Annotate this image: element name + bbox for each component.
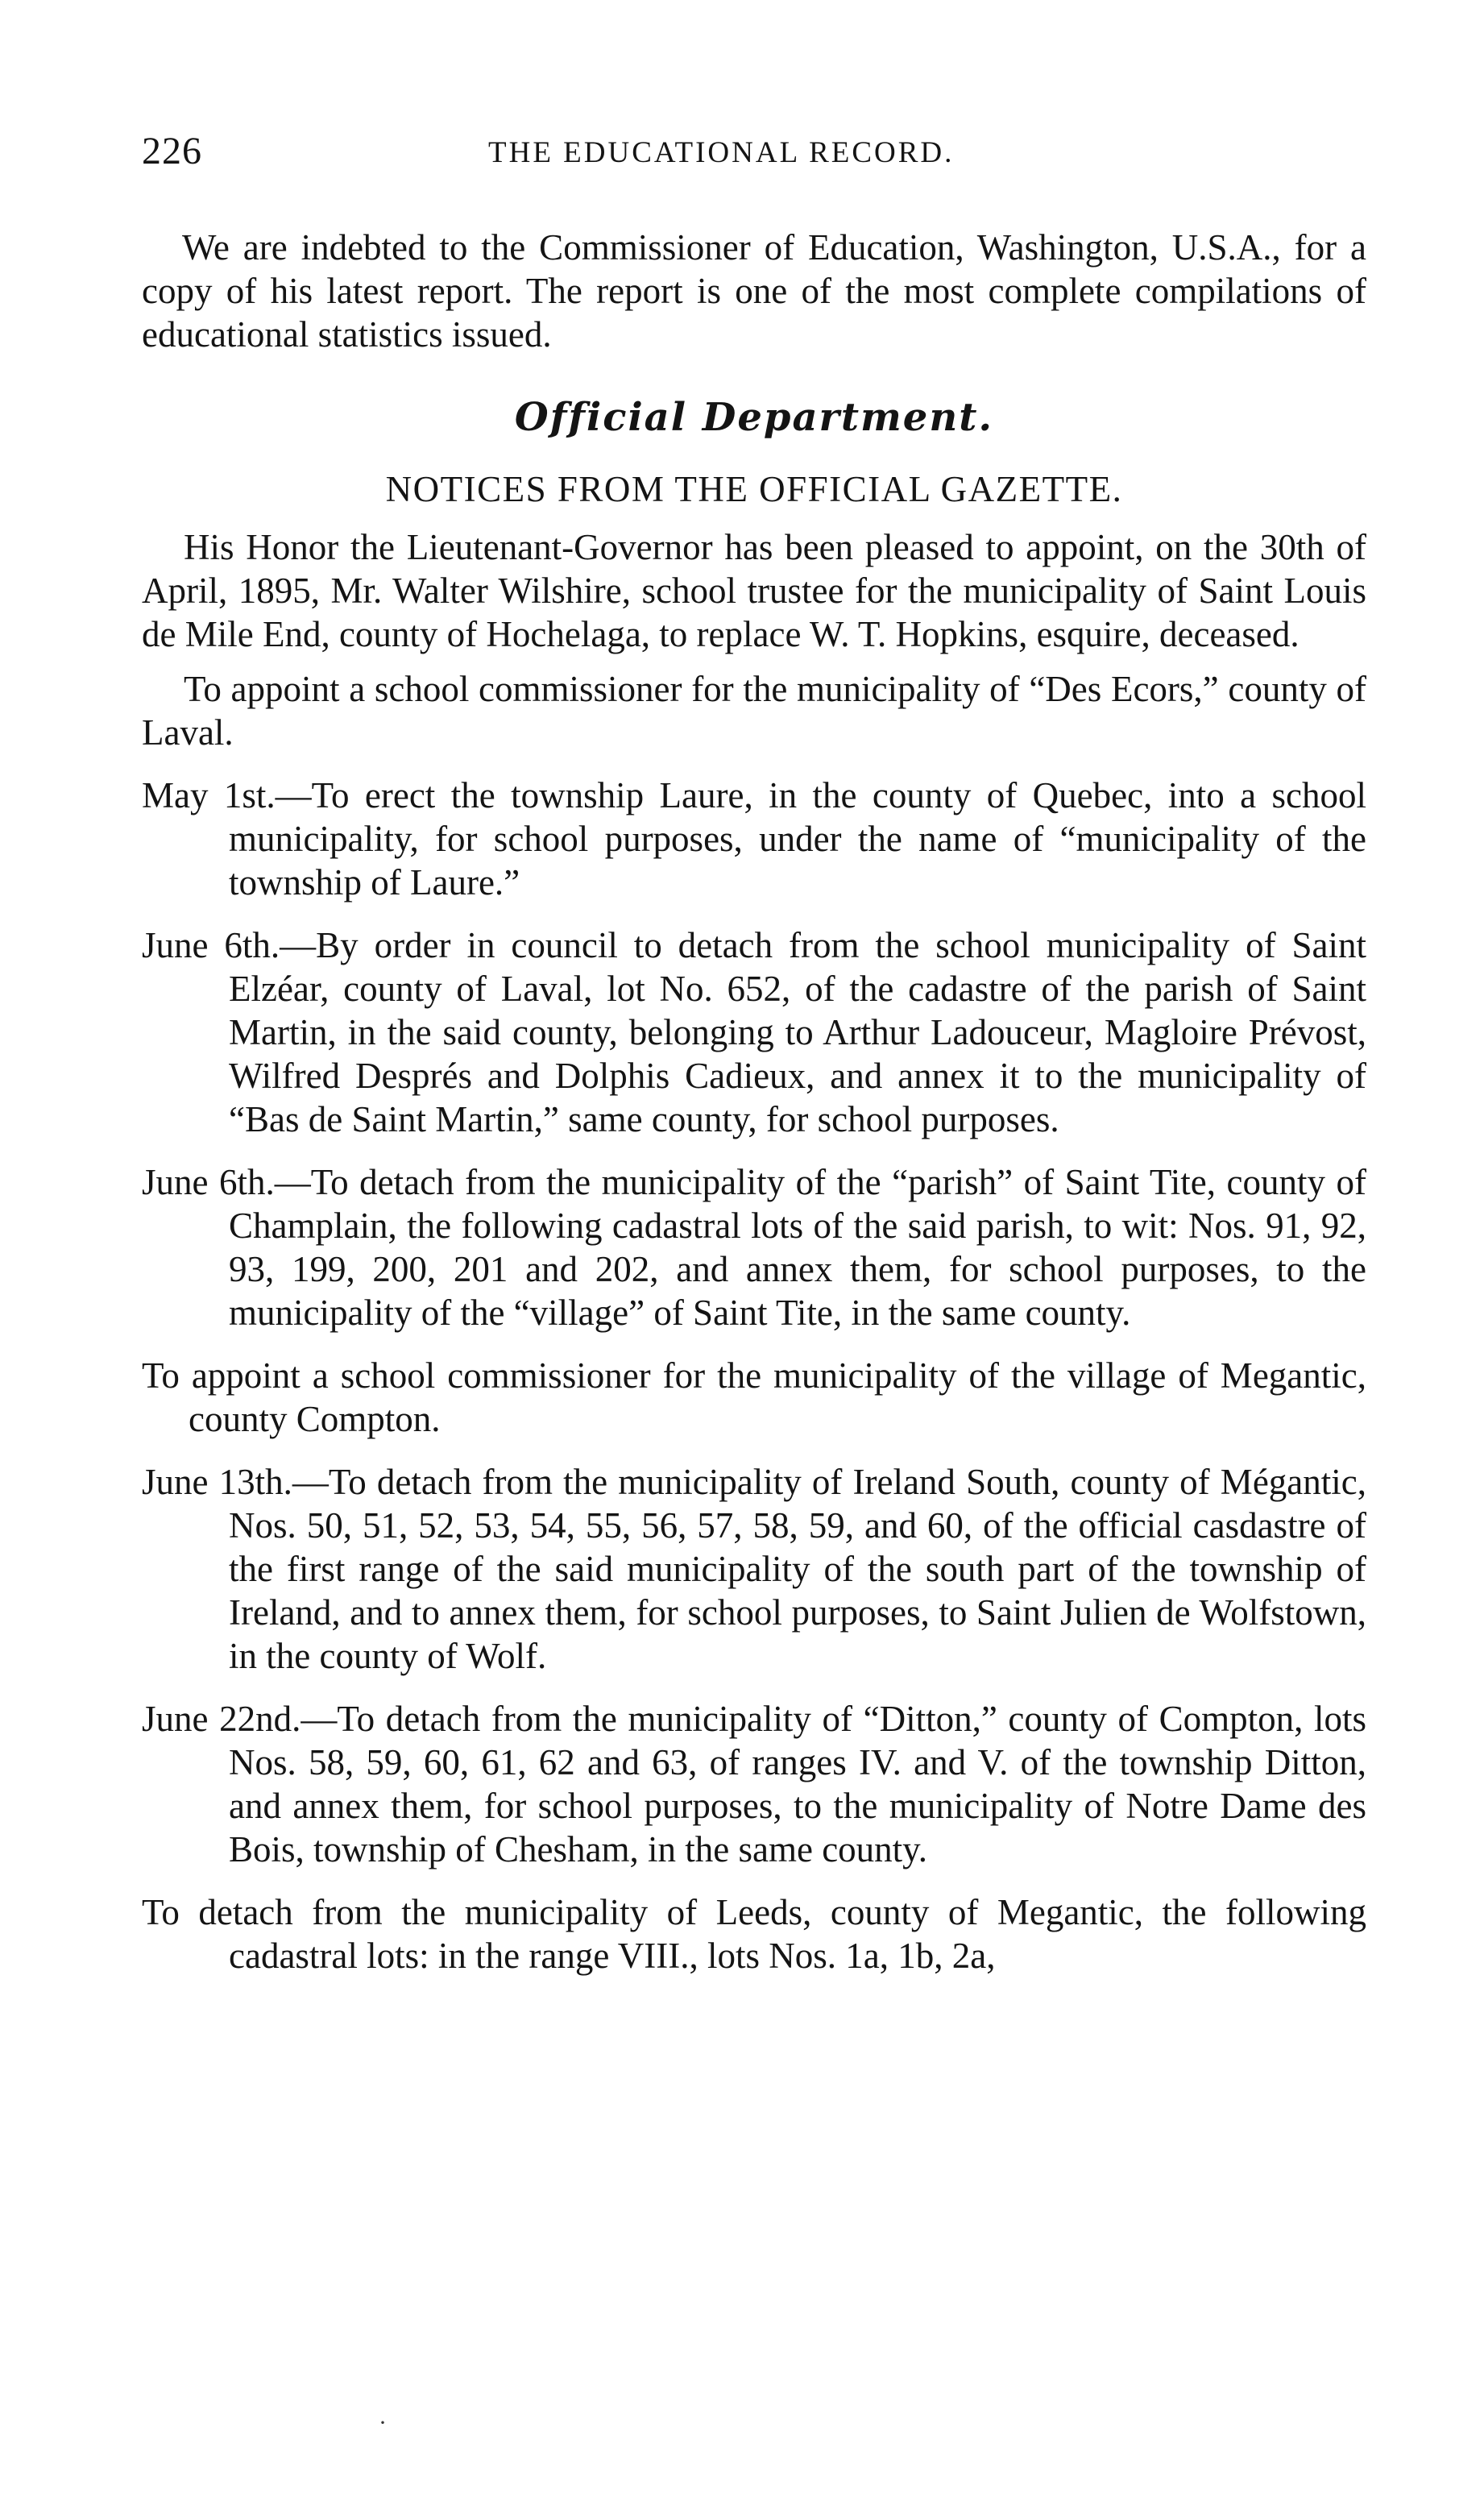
print-speck: · [379, 2409, 387, 2436]
page-number: 226 [142, 130, 202, 172]
notice-megantic-commissioner: To appoint a school commissioner for the municipality of the village of Megantic, county Compton. [142, 1355, 1366, 1439]
section-heading: NOTICES FROM THE OFFICIAL GAZETTE. [385, 469, 1123, 509]
notice-leeds: To detach from the municipality of Leeds, county of Megantic, the following cadastral lots: in the range VIII., lots Nos. 1a, 1b, 2a, [142, 1892, 1366, 1976]
notice-june-6th-elzear: June 6th.—By order in council to detach from the school municipality of Saint Elzéar, county of Laval, lot No. 652, of the cadastre of the parish of Saint Martin, in the said county, belonging to Arthur Ladouceur, Magloire Prévost, Wilfred Després and Dolphis Cadieux, and annex it to the municipality of “Bas de Saint Martin,” same county, for school purposes. [142, 925, 1366, 1139]
text-column [142, 129, 1366, 1977]
journal-title: THE EDUCATIONAL RECORD. [488, 136, 955, 169]
running-head [142, 129, 1366, 193]
department-heading: Official Department. [514, 395, 994, 440]
notice-des-ecors: To appoint a school commissioner for the municipality of “Des Ecors,” county of Laval. [142, 669, 1366, 753]
intro-paragraph: We are indebted to the Commissioner of Education, Washington, U.S.A., for a copy of his latest report. The report is one of the most complete compilations of educational statistics issued. [142, 227, 1366, 355]
notice-june-22nd: June 22nd.—To detach from the municipality of “Ditton,” county of Compton, lots Nos. 58, 59, 60, 61, 62 and 63, of ranges IV. and V. of the township Ditton, and annex them, for school purposes, to the municipality of Notre Dame des Bois, township of Chesham, in the same county. [142, 1699, 1366, 1869]
notice-appointment-wilshire: His Honor the Lieutenant-Governor has been pleased to appoint, on the 30th of April, 1895, Mr. Walter Wilshire, school trustee for the municipality of Saint Louis de Mile End, county of Hochelaga, to replace W. T. Hopkins, esquire, deceased. [142, 527, 1366, 654]
notice-may-1st: May 1st.—To erect the township Laure, in the county of Quebec, into a school municipality, for school purposes, under the name of “municipality of the township of Laure.” [142, 775, 1366, 903]
notice-june-13th: June 13th.—To detach from the municipality of Ireland South, county of Mégantic, Nos. 50, 51, 52, 53, 54, 55, 56, 57, 58, 59, and 60, of the official casdastre of the first range of the said municipality of the south part of the township of Ireland, and to annex them, for school purposes, to Saint Julien de Wolfstown, in the county of Wolf. [142, 1462, 1366, 1676]
notice-june-6th-saint-tite: June 6th.—To detach from the municipality of the “parish” of Saint Tite, county of Champlain, the following cadastral lots of the said parish, to wit: Nos. 91, 92, 93, 199, 200, 201 and 202, and annex them, for school purposes, to the municipality of the “village” of Saint Tite, in the same county. [142, 1162, 1366, 1333]
